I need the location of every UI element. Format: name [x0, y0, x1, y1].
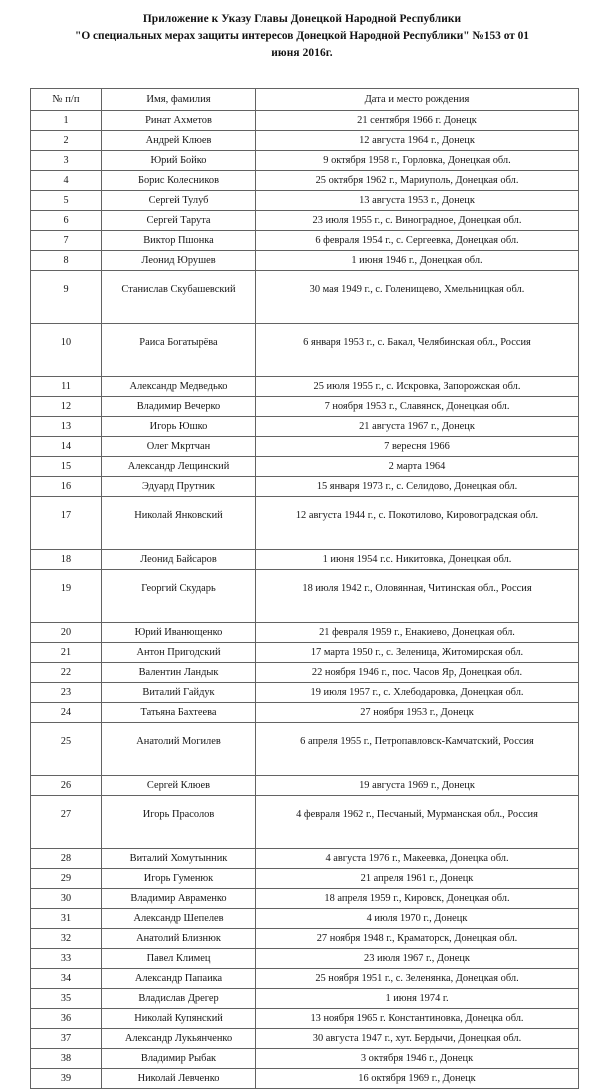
title-line-3: июня 2016г. [271, 47, 333, 60]
cell-number: 33 [31, 949, 102, 969]
table-row [31, 171, 579, 191]
cell-number: 38 [31, 1049, 102, 1069]
table-row [31, 796, 579, 849]
cell-birth: 3 октября 1946 г., Донецк [256, 1049, 579, 1069]
cell-name: Владимир Вечерко [102, 397, 256, 417]
cell-name: Павел Климец [102, 949, 256, 969]
cell-birth: 12 августа 1964 г., Донецк [256, 131, 579, 151]
cell-birth: 13 августа 1953 г., Донецк [256, 191, 579, 211]
table-row [31, 776, 579, 796]
cell-number: 32 [31, 929, 102, 949]
cell-name: Андрей Клюев [102, 131, 256, 151]
column-header-name: Имя, фамилия [102, 89, 256, 111]
table-row [31, 969, 579, 989]
cell-birth: 22 ноября 1946 г., пос. Часов Яр, Донецкая обл. [256, 663, 579, 683]
cell-number: 1 [31, 111, 102, 131]
cell-number: 8 [31, 251, 102, 271]
cell-name: Анатолий Близнюк [102, 929, 256, 949]
cell-name: Игорь Юшко [102, 417, 256, 437]
cell-birth: 25 октября 1962 г., Мариуполь, Донецкая обл. [256, 171, 579, 191]
table-row [31, 989, 579, 1009]
cell-birth: 30 августа 1947 г., хут. Бердычи, Донецкая обл. [256, 1029, 579, 1049]
table-row [31, 1049, 579, 1069]
cell-birth: 2 марта 1964 [256, 457, 579, 477]
cell-birth: 15 января 1973 г., с. Селидово, Донецкая обл. [256, 477, 579, 497]
title-line-2: "О специальных мерах защиты интересов Донецкой Народной Республики" №153 от 01 [75, 30, 529, 43]
cell-name: Александр Лещинский [102, 457, 256, 477]
cell-name: Георгий Скударь [102, 570, 256, 623]
cell-birth: 27 ноября 1953 г., Донецк [256, 703, 579, 723]
table-row [31, 477, 579, 497]
cell-number: 9 [31, 271, 102, 324]
table-row [31, 1069, 579, 1089]
table-row [31, 909, 579, 929]
cell-name: Владислав Дрегер [102, 989, 256, 1009]
cell-birth: 1 июня 1946 г., Донецкая обл. [256, 251, 579, 271]
cell-birth: 4 февраля 1962 г., Песчаный, Мурманская обл., Россия [256, 796, 579, 849]
cell-name: Александр Медведько [102, 377, 256, 397]
cell-number: 4 [31, 171, 102, 191]
table-row [31, 457, 579, 477]
cell-name: Олег Мкртчан [102, 437, 256, 457]
cell-name: Раиса Богатырёва [102, 324, 256, 377]
table-row [31, 570, 579, 623]
registry-table-wrap [30, 88, 578, 1089]
cell-number: 24 [31, 703, 102, 723]
cell-name: Юрий Бойко [102, 151, 256, 171]
cell-birth: 19 августа 1969 г., Донецк [256, 776, 579, 796]
cell-birth: 7 вересня 1966 [256, 437, 579, 457]
cell-birth: 13 ноября 1965 г. Константиновка, Донецка обл. [256, 1009, 579, 1029]
cell-number: 12 [31, 397, 102, 417]
cell-number: 26 [31, 776, 102, 796]
cell-birth: 16 октября 1969 г., Донецк [256, 1069, 579, 1089]
table-row [31, 231, 579, 251]
table-row [31, 1029, 579, 1049]
cell-name: Антон Пригодский [102, 643, 256, 663]
table-row [31, 683, 579, 703]
cell-number: 36 [31, 1009, 102, 1029]
cell-number: 18 [31, 550, 102, 570]
cell-birth: 21 сентября 1966 г. Донецк [256, 111, 579, 131]
table-body [31, 111, 579, 1089]
cell-number: 34 [31, 969, 102, 989]
cell-name: Сергей Клюев [102, 776, 256, 796]
table-header-row [31, 89, 579, 111]
cell-number: 22 [31, 663, 102, 683]
cell-name: Николай Левченко [102, 1069, 256, 1089]
table-row [31, 663, 579, 683]
cell-name: Владимир Рыбак [102, 1049, 256, 1069]
table-row [31, 111, 579, 131]
cell-name: Леонид Юрушев [102, 251, 256, 271]
cell-birth: 6 января 1953 г., с. Бакал, Челябинская обл., Россия [256, 324, 579, 377]
cell-number: 25 [31, 723, 102, 776]
cell-name: Александр Лукьянченко [102, 1029, 256, 1049]
table-row [31, 889, 579, 909]
cell-birth: 27 ноября 1948 г., Краматорск, Донецкая обл. [256, 929, 579, 949]
table-row [31, 869, 579, 889]
cell-birth: 18 апреля 1959 г., Кировск, Донецкая обл. [256, 889, 579, 909]
table-row [31, 151, 579, 171]
cell-birth: 1 июня 1954 г.с. Никитовка, Донецкая обл. [256, 550, 579, 570]
cell-birth: 23 июля 1967 г., Донецк [256, 949, 579, 969]
cell-number: 16 [31, 477, 102, 497]
cell-number: 28 [31, 849, 102, 869]
cell-birth: 4 июля 1970 г., Донецк [256, 909, 579, 929]
title-line-1: Приложение к Указу Главы Донецкой Народной Республики [142, 13, 462, 25]
column-header-birth: Дата и место рождения [256, 89, 579, 111]
cell-birth: 7 ноября 1953 г., Славянск, Донецкая обл. [256, 397, 579, 417]
cell-name: Борис Колесников [102, 171, 256, 191]
table-row [31, 550, 579, 570]
table-row [31, 1009, 579, 1029]
cell-name: Виталий Гайдук [102, 683, 256, 703]
table-row [31, 623, 579, 643]
table-row [31, 191, 579, 211]
cell-birth: 25 июля 1955 г., с. Искровка, Запорожская обл. [256, 377, 579, 397]
table-row [31, 703, 579, 723]
table-row [31, 211, 579, 231]
cell-name: Юрий Иванющенко [102, 623, 256, 643]
table-row [31, 497, 579, 550]
cell-birth: 19 июля 1957 г., с. Хлебодаровка, Донецкая обл. [256, 683, 579, 703]
table-row [31, 643, 579, 663]
cell-name: Эдуард Прутник [102, 477, 256, 497]
table-row [31, 397, 579, 417]
cell-number: 17 [31, 497, 102, 550]
table-row [31, 437, 579, 457]
document-title-block [0, 0, 604, 63]
cell-name: Ринат Ахметов [102, 111, 256, 131]
cell-name: Александр Шепелев [102, 909, 256, 929]
cell-birth: 12 августа 1944 г., с. Покотилово, Кировоградская обл. [256, 497, 579, 550]
cell-number: 7 [31, 231, 102, 251]
cell-number: 20 [31, 623, 102, 643]
cell-birth: 30 мая 1949 г., с. Голенищево, Хмельницкая обл. [256, 271, 579, 324]
cell-number: 30 [31, 889, 102, 909]
cell-birth: 21 августа 1967 г., Донецк [256, 417, 579, 437]
cell-name: Анатолий Могилев [102, 723, 256, 776]
column-header-number: № п/п [31, 89, 102, 111]
cell-name: Игорь Гуменюк [102, 869, 256, 889]
cell-birth: 23 июля 1955 г., с. Виноградное, Донецкая обл. [256, 211, 579, 231]
cell-name: Татьяна Бахтеева [102, 703, 256, 723]
table-row [31, 929, 579, 949]
cell-birth: 6 февраля 1954 г., с. Сергеевка, Донецкая обл. [256, 231, 579, 251]
cell-number: 39 [31, 1069, 102, 1089]
cell-name: Виталий Хомутынник [102, 849, 256, 869]
cell-number: 31 [31, 909, 102, 929]
table-row [31, 417, 579, 437]
table-row [31, 949, 579, 969]
table-row [31, 251, 579, 271]
cell-birth: 9 октября 1958 г., Горловка, Донецкая обл. [256, 151, 579, 171]
cell-name: Сергей Тулуб [102, 191, 256, 211]
cell-number: 19 [31, 570, 102, 623]
table-row [31, 377, 579, 397]
cell-name: Валентин Ландык [102, 663, 256, 683]
cell-number: 23 [31, 683, 102, 703]
cell-birth: 21 февраля 1959 г., Енакиево, Донецкая обл. [256, 623, 579, 643]
table-row [31, 271, 579, 324]
cell-number: 27 [31, 796, 102, 849]
cell-name: Сергей Тарута [102, 211, 256, 231]
cell-number: 29 [31, 869, 102, 889]
cell-number: 11 [31, 377, 102, 397]
cell-birth: 25 ноября 1951 г., с. Зеленянка, Донецкая обл. [256, 969, 579, 989]
cell-name: Николай Купянский [102, 1009, 256, 1029]
cell-number: 21 [31, 643, 102, 663]
registry-table [30, 88, 579, 1089]
cell-name: Николай Янковский [102, 497, 256, 550]
cell-number: 35 [31, 989, 102, 1009]
cell-name: Станислав Скубашевский [102, 271, 256, 324]
cell-name: Александр Папаика [102, 969, 256, 989]
cell-number: 37 [31, 1029, 102, 1049]
table-row [31, 324, 579, 377]
cell-name: Виктор Пшонка [102, 231, 256, 251]
table-header [31, 89, 579, 111]
cell-birth: 21 апреля 1961 г., Донецк [256, 869, 579, 889]
cell-birth: 17 марта 1950 г., с. Зеленица, Житомирская обл. [256, 643, 579, 663]
cell-number: 3 [31, 151, 102, 171]
cell-number: 15 [31, 457, 102, 477]
cell-name: Владимир Авраменко [102, 889, 256, 909]
cell-birth: 6 апреля 1955 г., Петропавловск-Камчатский, Россия [256, 723, 579, 776]
cell-number: 13 [31, 417, 102, 437]
cell-number: 2 [31, 131, 102, 151]
cell-number: 6 [31, 211, 102, 231]
cell-name: Игорь Прасолов [102, 796, 256, 849]
cell-birth: 4 августа 1976 г., Макеевка, Донецка обл. [256, 849, 579, 869]
cell-birth: 18 июля 1942 г., Оловянная, Читинская обл., Россия [256, 570, 579, 623]
cell-number: 10 [31, 324, 102, 377]
cell-birth: 1 июня 1974 г. [256, 989, 579, 1009]
cell-number: 5 [31, 191, 102, 211]
table-row [31, 849, 579, 869]
cell-name: Леонид Байсаров [102, 550, 256, 570]
cell-number: 14 [31, 437, 102, 457]
table-row [31, 723, 579, 776]
table-row [31, 131, 579, 151]
